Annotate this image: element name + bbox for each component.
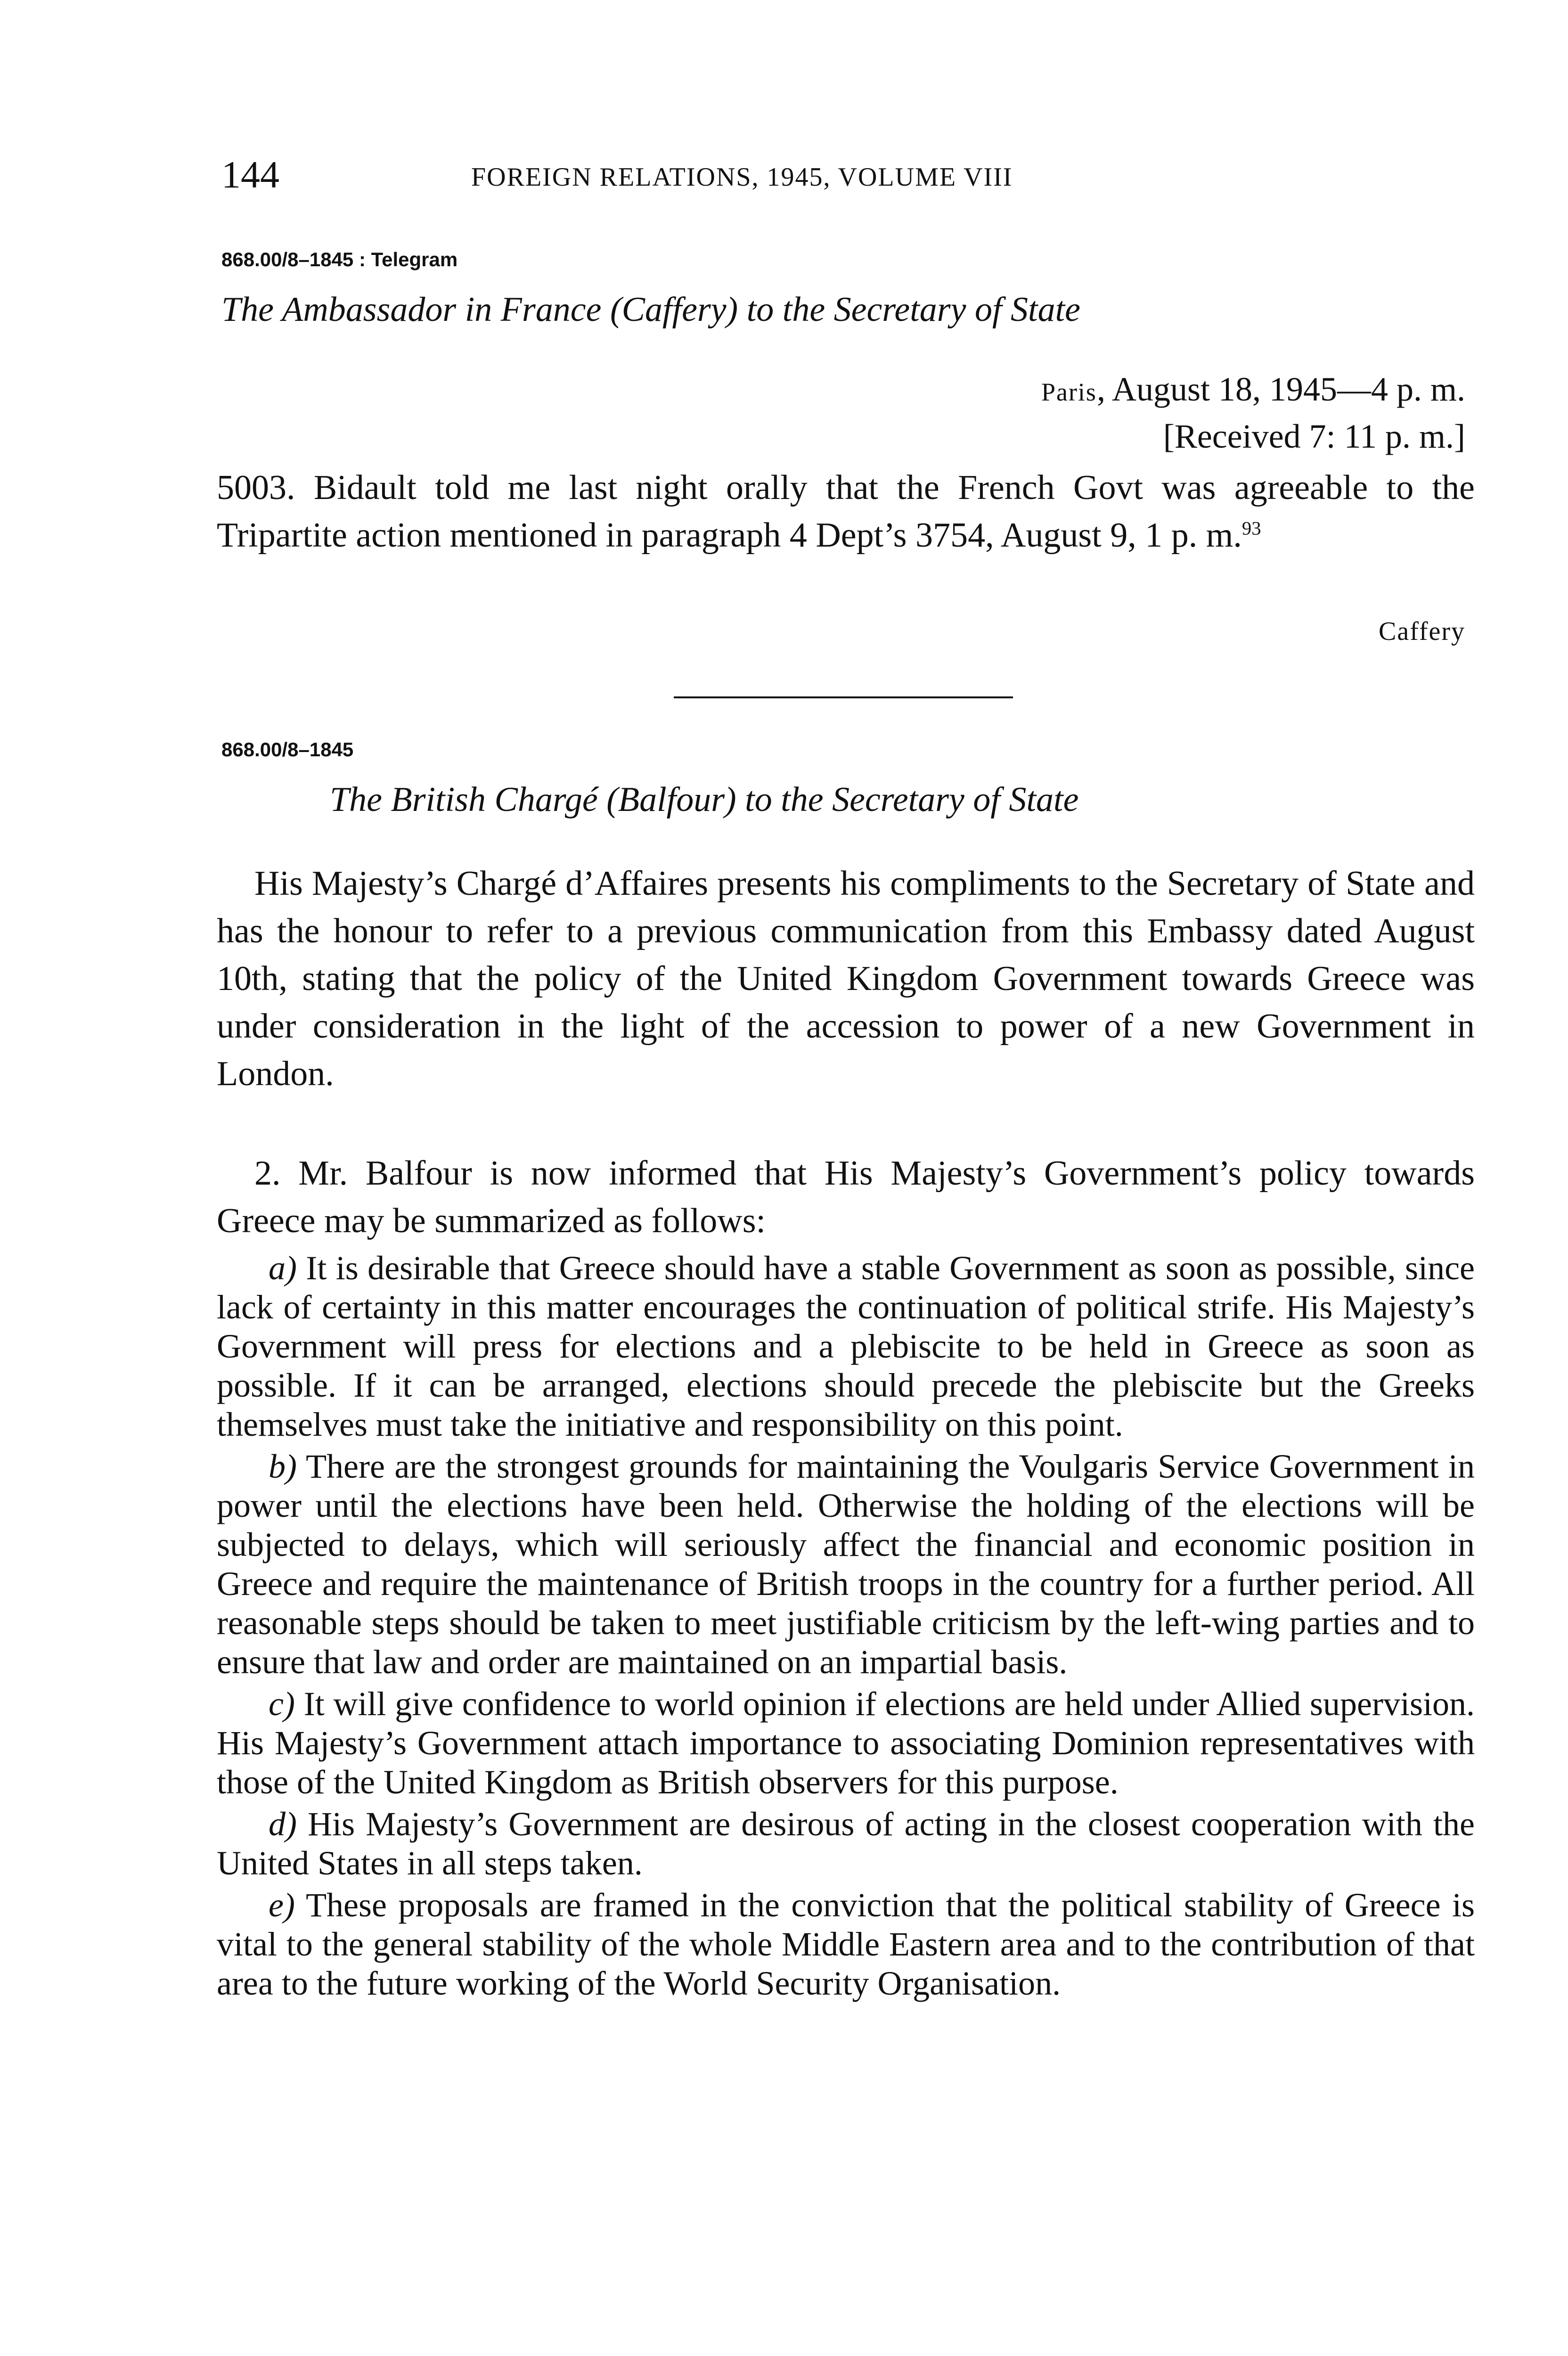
item-text: His Majesty’s Government are desirous of acting in the closest cooperation with the United States in all steps taken. [217,1805,1475,1882]
item-label: d) [269,1805,297,1843]
item-text: These proposals are framed in the conviction that the political stability of Greece is vital to the general stability of the whole Middle Eastern area and to the contribution of that area to the future working of the World Security Organisation. [217,1886,1475,2002]
doc2-file-reference: 868.00/8–1845 [221,738,354,761]
doc1-file-reference: 868.00/8–1845 : Telegram [221,248,458,270]
item-label: c) [269,1685,295,1723]
footnote-reference: 93 [1241,517,1261,539]
doc2-item-list [217,1249,1475,2006]
running-header: FOREIGN RELATIONS, 1945, VOLUME VIII [471,163,1013,192]
section-divider [674,696,1013,698]
doc2-paragraph-1: His Majesty’s Chargé d’Affaires presents his compliments to the Secretary of State and has the honour to refer to a previous communication from this Embassy dated August 10th, stating that the policy of the United Kingdom Government towards Greece was under consideration in the light of the accession to power of a new Government in London. [217,864,1475,1093]
item-label: b) [269,1448,297,1485]
list-item-d [217,1805,1475,1883]
item-label: a) [269,1249,297,1287]
doc2-title: The British Chargé (Balfour) to the Secretary of State [330,780,1079,819]
item-label: e) [269,1886,295,1924]
list-item-e [217,1886,1475,2003]
doc1-received: [Received 7: 11 p. m.] [1163,417,1465,455]
doc1-signature: Caffery [1379,617,1465,646]
doc1-place: Paris [1041,378,1097,406]
doc1-dateline [1041,372,1465,406]
list-item-c [217,1685,1475,1802]
doc1-date: , August 18, 1945—4 p. m. [1096,370,1465,408]
doc1-body-text: 5003. Bidault told me last night orally that the French Govt was agreeable to the Tripartite action mentioned in paragraph 4 Dept’s 3754, August 9, 1 p. m. [217,468,1475,555]
doc2-paragraph-2: 2. Mr. Balfour is now informed that His Majesty’s Government’s policy towards Greece may be summarized as follows: [217,1154,1475,1240]
list-item-a [217,1249,1475,1444]
list-item-b [217,1447,1475,1682]
doc1-body [217,464,1475,559]
page-number: 144 [221,153,279,196]
item-text: There are the strongest grounds for maintaining the Voulgaris Service Government in power until the elections have been held. Otherwise the holding of the elections will be subjected to delays, which will seriously affect the financial and economic position in Greece and require the maintenance of British troops in the country for a further period. All reasonable steps should be taken to meet justifiable criticism by the left-wing parties and to ensure that law and order are maintained on an impartial basis. [217,1448,1475,1681]
item-text: It is desirable that Greece should have a stable Government as soon as possible, since lack of certainty in this matter encourages the continuation of political strife. His Majesty’s Government will press for elections and a plebiscite to be held in Greece as soon as possible. If it can be arranged, elections should precede the plebiscite but the Greeks themselves must take the initiative and responsibility on this point. [217,1249,1475,1443]
doc1-title: The Ambassador in France (Caffery) to the Secretary of State [221,290,1080,329]
item-text: It will give confidence to world opinion if elections are held under Allied supervision. His Majesty’s Government attach importance to associating Dominion representatives with those of the United Kingdom as British observers for this purpose. [217,1685,1475,1801]
